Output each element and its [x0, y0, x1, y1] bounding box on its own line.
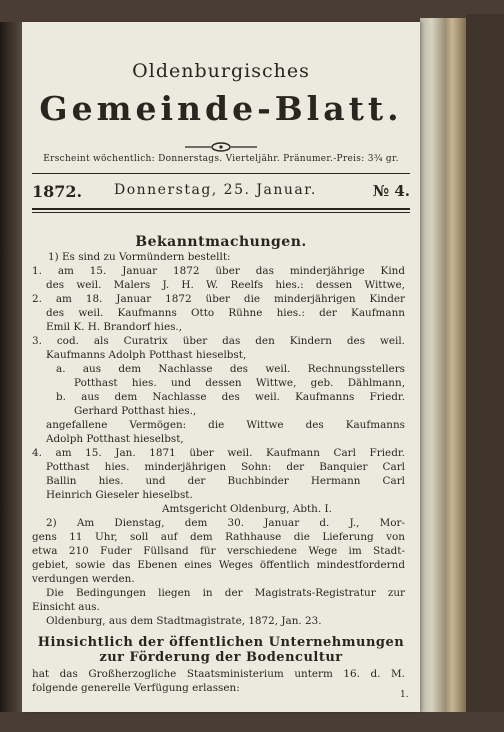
- text-line: Ballin hies. und der Buchbinder Hermann Carl: [46, 475, 405, 487]
- text-line: a. aus dem Nachlasse des weil. Rechnungsstellers: [56, 363, 405, 375]
- text-line: 2. am 18. Januar 1872 über die minderjährigen Kinder: [32, 293, 405, 305]
- newspaper-page: [22, 22, 420, 712]
- book-spine: [420, 18, 466, 718]
- text-line: Oldenburg, aus dem Stadtmagistrate, 1872, Jan. 23.: [46, 615, 322, 627]
- masthead-subtitle: Erscheint wöchentlich: Donnerstags. Vierteljähr. Pränumer.-Preis: 3¾ gr.: [43, 154, 399, 164]
- text-line: Emil K. H. Brandorf hies.,: [46, 321, 183, 333]
- signature-amtsgericht: Amtsgericht Oldenburg, Abth. I.: [162, 503, 332, 515]
- text-line: gebiet, sowie das Ebenen eines Weges öffentlich mindestfordernd: [32, 559, 405, 571]
- rule-top: [32, 173, 410, 174]
- section-heading-line2: zur Förderung der Bodencultur: [99, 650, 343, 665]
- text-line: Gerhard Potthast hies.,: [74, 405, 197, 417]
- text-line: des weil. Malers J. H. W. Reelfs hies.: dessen Wittwe,: [46, 279, 405, 291]
- text-line: Kaufmanns Adolph Potthast hieselbst,: [46, 349, 247, 361]
- dateline: [32, 182, 410, 204]
- rule-double-b: [32, 212, 410, 213]
- text-line: 3. cod. als Curatrix über das den Kindern des weil.: [32, 335, 405, 347]
- text-line: angefallene Vermögen: die Wittwe des Kaufmanns: [46, 419, 405, 431]
- section-heading-line1: Hinsichtlich der öffentlichen Unternehmungen: [37, 635, 405, 650]
- issue-number: № 4.: [372, 182, 410, 200]
- section-heading-bekanntmachungen: Bekanntmachungen.: [135, 234, 307, 250]
- text-line: 2) Am Dienstag, dem 30. Januar d. J., Mor-: [46, 517, 405, 529]
- issue-year: 1872.: [32, 182, 83, 201]
- text-line: des weil. Kaufmanns Otto Rühne hies.: der Kaufmann: [46, 307, 405, 319]
- rule-double-a: [32, 208, 410, 210]
- text-line: b. aus dem Nachlasse des weil. Kaufmanns Friedr.: [56, 391, 405, 403]
- book-cover-edge: [466, 14, 504, 718]
- text-line: etwa 210 Fuder Füllsand für verschiedene Wege im Stadt-: [32, 545, 405, 557]
- masthead-title-line2: Gemeinde-Blatt.: [39, 89, 403, 128]
- text-line: Einsicht aus.: [32, 601, 100, 613]
- text-line: Adolph Potthast hieselbst,: [46, 433, 184, 445]
- text-line: Potthast hies. und dessen Wittwe, geb. Dählmann,: [74, 377, 405, 389]
- text-line: folgende generelle Verfügung erlassen:: [32, 682, 240, 694]
- text-line: hat das Großherzogliche Staatsministerium unterm 16. d. M.: [32, 668, 405, 680]
- issue-date: Donnerstag, 25. Januar.: [114, 182, 317, 198]
- text-line: 1) Es sind zu Vormündern bestellt:: [48, 251, 231, 263]
- text-line: Die Bedingungen liegen in der Magistrats-Registratur zur: [46, 587, 405, 599]
- page-number: 1.: [400, 690, 409, 700]
- text-line: 1. am 15. Januar 1872 über das minderjährige Kind: [32, 265, 405, 277]
- text-line: gens 11 Uhr, soll auf dem Rathhause die Lieferung von: [32, 531, 405, 543]
- text-line: Potthast hies. minderjährigen Sohn: der Banquier Carl: [46, 461, 405, 473]
- background-bottom: [0, 712, 504, 732]
- ornament-divider: [22, 139, 420, 153]
- text-line: Heinrich Gieseler hieselbst.: [46, 489, 193, 501]
- text-line: verdungen werden.: [32, 573, 135, 585]
- page-edge-left: [0, 22, 22, 714]
- masthead-title-line1: Oldenburgisches: [132, 60, 310, 82]
- text-line: 4. am 15. Jan. 1871 über weil. Kaufmann Carl Friedr.: [32, 447, 405, 459]
